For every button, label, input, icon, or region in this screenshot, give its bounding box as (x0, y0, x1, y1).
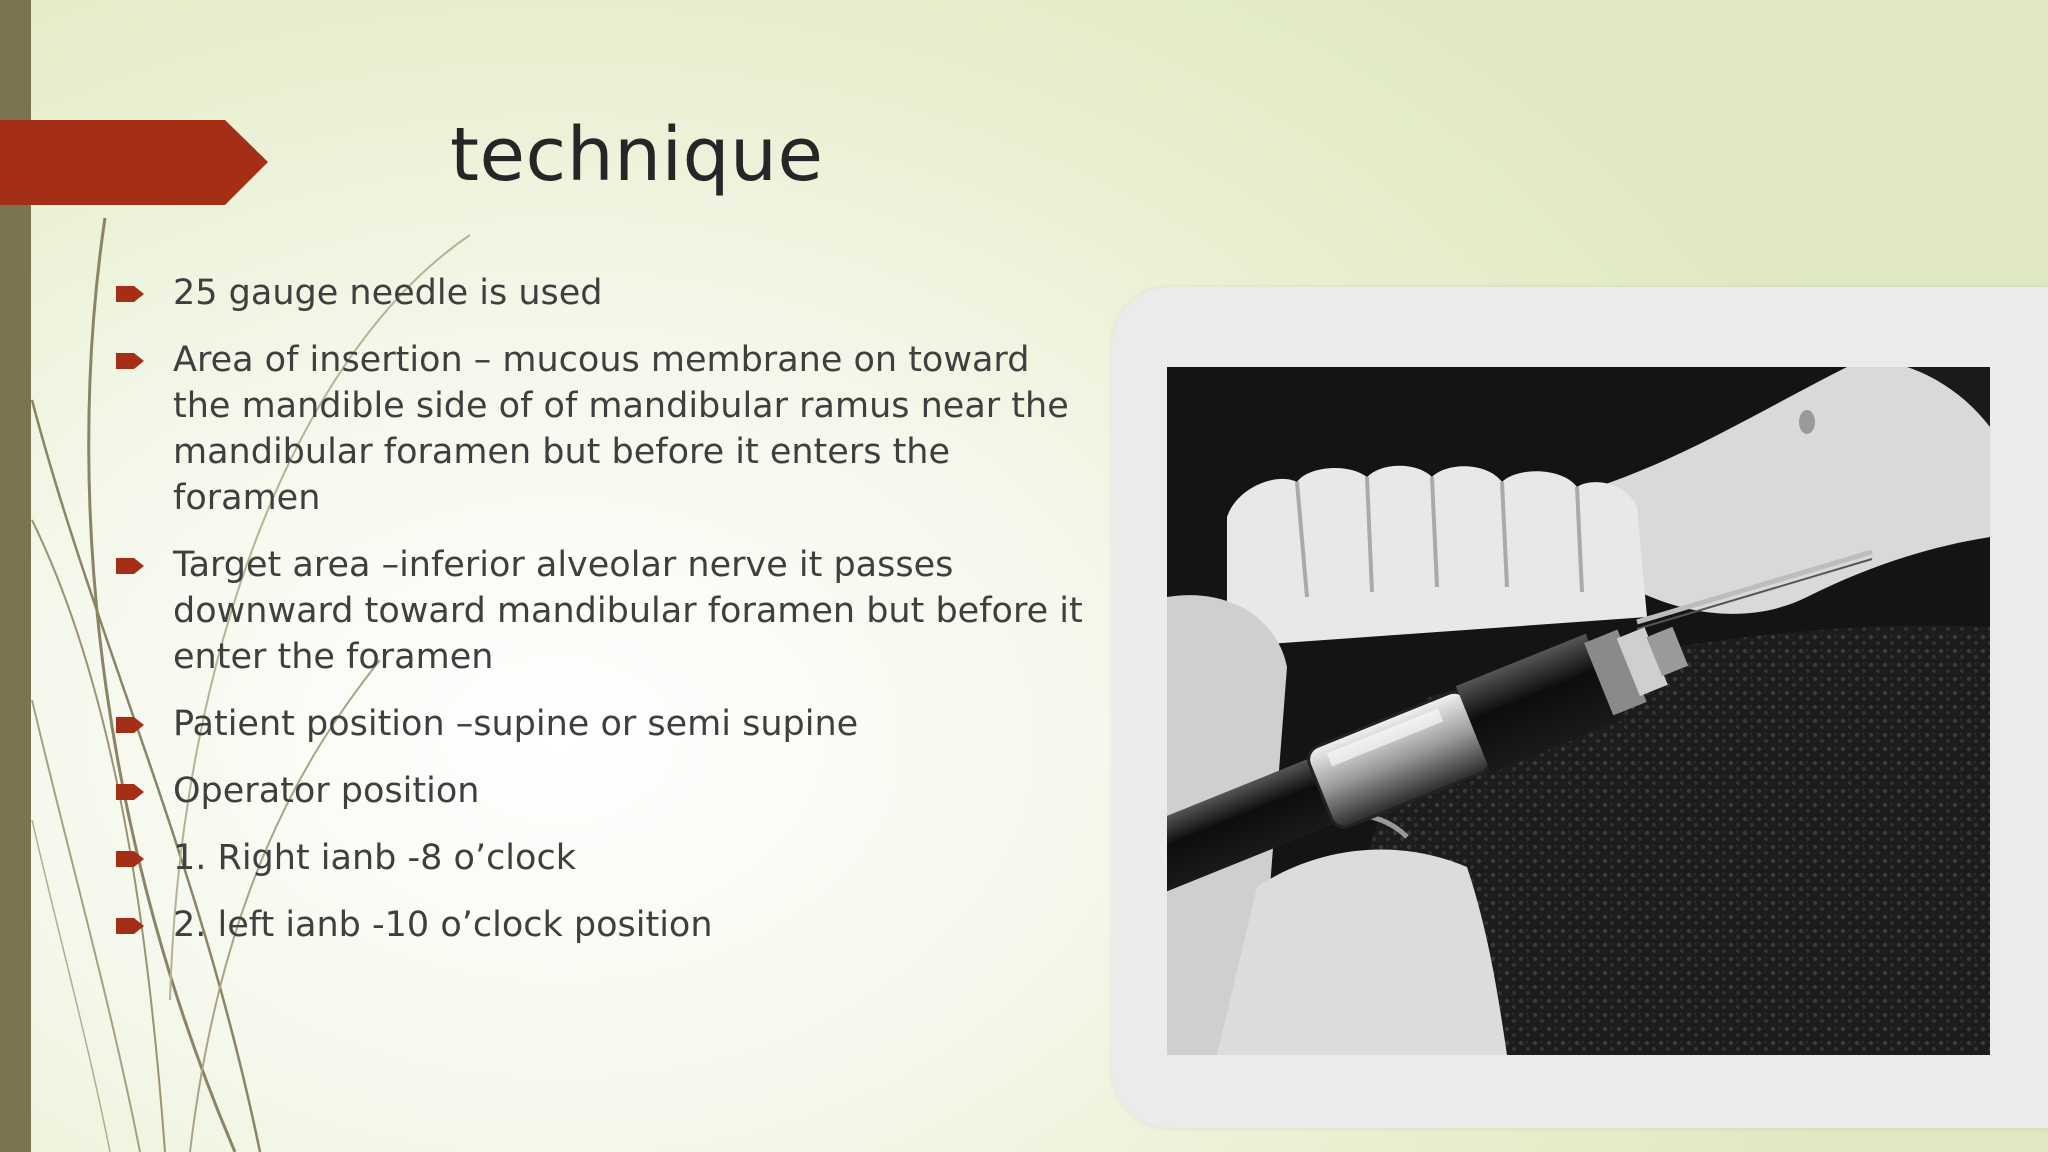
bullet-item (114, 768, 1094, 814)
photo-illustration (1167, 367, 1990, 1055)
title-arrow-banner (0, 120, 268, 205)
syringe-on-mandible-photo (1167, 367, 1990, 1055)
bullet-item (114, 902, 1094, 948)
bullet-text: Operator position (173, 771, 480, 811)
arrow-bullet-icon (116, 916, 148, 936)
arrow-bullet-icon (116, 284, 148, 304)
bullet-text: 25 gauge needle is used (173, 273, 603, 313)
bullet-list (114, 270, 1094, 969)
arrow-bullet-icon (116, 715, 148, 735)
arrow-bullet-icon (116, 556, 148, 576)
bullet-text: Area of insertion – mucous membrane on toward the mandible side of of mandibular ramus near the mandibular foramen but before it enters the foramen (173, 340, 1069, 518)
bullet-item (114, 337, 1094, 521)
bullet-item (114, 701, 1094, 747)
bullet-text: 1. Right ianb -8 o’clock (173, 838, 576, 878)
arrow-bullet-icon (116, 782, 148, 802)
bullet-text: 2. left ianb -10 o’clock position (173, 905, 713, 945)
arrow-bullet-icon (116, 849, 148, 869)
bullet-text: Patient position –supine or semi supine (173, 704, 859, 744)
bullet-item (114, 270, 1094, 316)
bullet-text: Target area –inferior alveolar nerve it passes downward toward mandibular foramen but before it enter the foramen (173, 545, 1083, 677)
arrow-bullet-icon (116, 351, 148, 371)
bullet-item (114, 542, 1094, 680)
slide-title: technique (450, 112, 824, 198)
bullet-item (114, 835, 1094, 881)
